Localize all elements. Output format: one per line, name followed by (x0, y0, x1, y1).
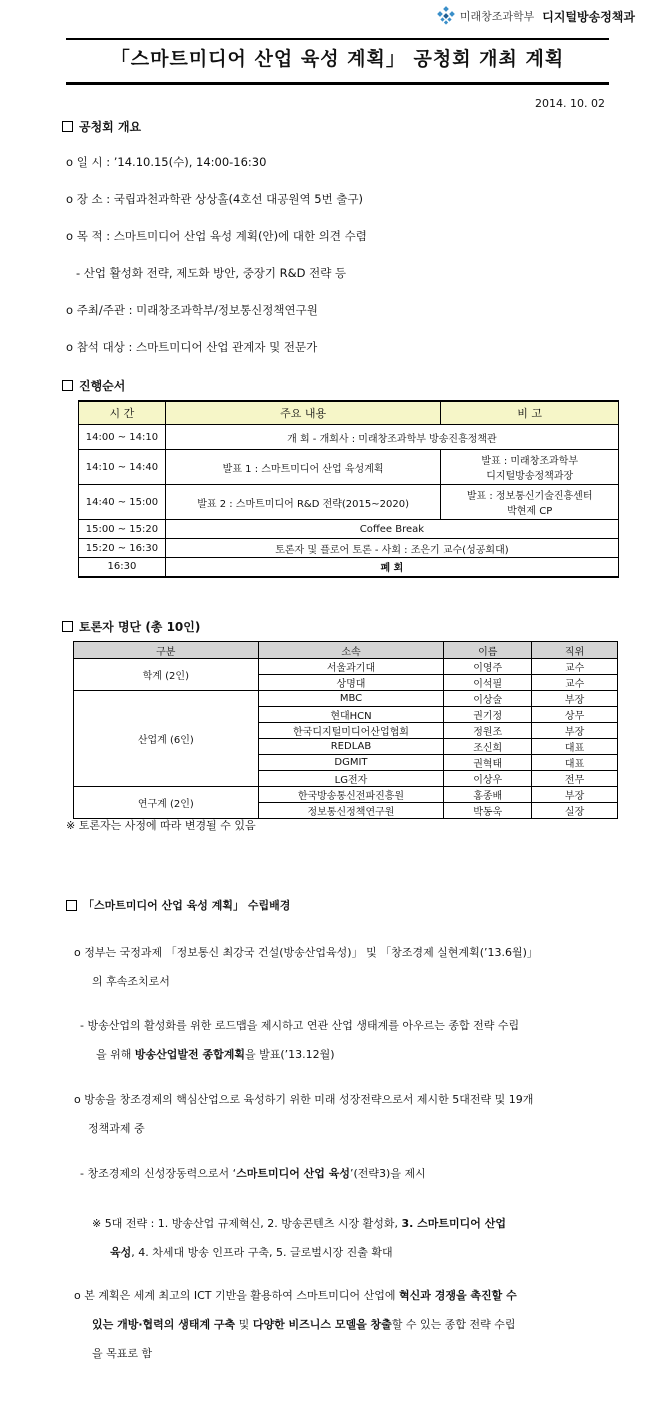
paragraph-line (92, 1238, 612, 1267)
affiliation-cell: DGMIT (258, 755, 444, 771)
background-paragraph-6 (74, 1281, 614, 1368)
position-cell: 실장 (532, 803, 618, 819)
table-header: 시 간 (79, 401, 166, 425)
section-overview-heading (62, 118, 141, 135)
text-run-bold: 방송산업발전 종합계획 (134, 1048, 245, 1061)
table-row (79, 485, 619, 520)
name-cell: 조신희 (444, 739, 532, 755)
paragraph-line: 을 목표로 함 (92, 1347, 153, 1360)
position-cell: 부장 (532, 691, 618, 707)
group-cell: 학계 (2인) (74, 659, 259, 691)
text-run-bold: 있는 개방·협력의 생태계 구축 (92, 1318, 236, 1331)
content-cell: Coffee Break (165, 520, 618, 539)
position-cell: 교수 (532, 659, 618, 675)
paragraph-line (74, 1310, 614, 1339)
ministry-logo-icon (436, 6, 456, 26)
note-cell (441, 450, 619, 485)
affiliation-cell: 상명대 (258, 675, 444, 691)
note-line: 발표 : 미래창조과학부 (481, 456, 579, 467)
name-cell: 이석필 (444, 675, 532, 691)
text-run: ※ 5대 전략 : 1. 방송산업 규제혁신, 2. 방송콘텐츠 시장 활성화, (92, 1217, 402, 1230)
paragraph-line (80, 1159, 620, 1188)
background-paragraph-2 (80, 1011, 614, 1069)
paragraph-line (92, 1209, 612, 1238)
note-cell (441, 485, 619, 520)
background-paragraph-1 (74, 938, 614, 996)
position-cell: 부장 (532, 787, 618, 803)
text-run: 을 위해 (96, 1048, 135, 1061)
overview-subitem: - 산업 활성화 전략, 제도화 방안, 중장기 R&D 전략 등 (76, 266, 347, 280)
ministry-name: 미래창조과학부 (459, 10, 535, 23)
time-cell: 14:40 ~ 15:00 (79, 485, 166, 520)
text-run: 할 수 있는 종합 전략 수립 (391, 1318, 516, 1331)
paragraph-line (80, 1040, 614, 1069)
paragraph-line: o 방송을 창조경제의 핵심산업으로 육성하기 위한 미래 성장전략으로서 제시한 5대전략 및 19개 (74, 1093, 534, 1106)
table-row (74, 691, 618, 707)
affiliation-cell: MBC (258, 691, 444, 707)
text-run: 을 발표(’13.12월) (244, 1048, 335, 1061)
name-cell: 박동욱 (444, 803, 532, 819)
overview-item: o 일 시 : ’14.10.15(수), 14:00-16:30 (66, 155, 267, 169)
group-cell: 산업계 (6인) (74, 691, 259, 787)
background-paragraph-3 (74, 1085, 614, 1143)
title-rule-bottom (66, 82, 609, 85)
background-paragraph-5 (92, 1209, 612, 1267)
time-cell: 16:30 (79, 558, 166, 577)
affiliation-cell: 한국방송통신전파진흥원 (258, 787, 444, 803)
name-cell: 권기정 (444, 707, 532, 723)
affiliation-cell: LG전자 (258, 771, 444, 787)
paragraph-line: o 정부는 국정과제 「정보통신 최강국 건설(방송산업육성)」 및 「창조경제 실현계획(’13.6월)」 (74, 946, 538, 959)
table-row (79, 520, 619, 539)
table-row (74, 659, 618, 675)
name-cell: 이상술 (444, 691, 532, 707)
table-row (79, 539, 619, 558)
text-run: o 본 계획은 세계 최고의 ICT 기반을 활용하여 스마트미디어 산업에 (74, 1289, 399, 1302)
affiliation-cell: 서울과기대 (258, 659, 444, 675)
section-panel-heading (62, 618, 200, 635)
panel-note: ※ 토론자는 사정에 따라 변경될 수 있음 (66, 819, 256, 832)
overview-item: o 목 적 : 스마트미디어 산업 육성 계획(안)에 대한 의견 수렴 (66, 229, 367, 243)
overview-item: o 참석 대상 : 스마트미디어 산업 관계자 및 전문가 (66, 340, 318, 354)
overview-item: o 주최/주관 : 미래창조과학부/정보통신정책연구원 (66, 303, 318, 317)
note-line: 발표 : 정보통신기술진흥센터 (466, 491, 593, 502)
position-cell: 상무 (532, 707, 618, 723)
section-schedule-heading (62, 377, 125, 394)
time-cell: 15:20 ~ 16:30 (79, 539, 166, 558)
header-logo (436, 6, 635, 26)
affiliation-cell: 정보통신정책연구원 (258, 803, 444, 819)
content-cell: 발표 2 : 스마트미디어 R&D 전략(2015~2020) (165, 485, 441, 520)
section-title: 토론자 명단 (총 10인) (79, 620, 201, 634)
checkbox-square-icon (62, 121, 73, 132)
document-date: 2014. 10. 02 (535, 97, 605, 110)
table-header: 소속 (258, 642, 444, 659)
text-run-bold: 다양한 비즈니스 모델을 창출 (252, 1318, 392, 1331)
page-title: 「스마트미디어 산업 육성 계획」 공청회 개최 계획 (110, 48, 565, 70)
text-run: , 4. 차세대 방송 인프라 구축, 5. 글로벌시장 진출 확대 (131, 1246, 393, 1259)
name-cell: 권혁태 (444, 755, 532, 771)
position-cell: 부장 (532, 723, 618, 739)
position-cell: 교수 (532, 675, 618, 691)
position-cell: 전무 (532, 771, 618, 787)
paragraph-line: 의 후속조치로서 (92, 975, 170, 988)
text-run: - 창조경제의 신성장동력으로서 ‘ (80, 1167, 237, 1180)
background-paragraph-4 (80, 1159, 620, 1188)
note-line: 박현제 CP (507, 506, 553, 517)
time-cell: 14:00 ~ 14:10 (79, 425, 166, 450)
paragraph-line (74, 1281, 614, 1310)
overview-item: o 장 소 : 국립과천과학관 상상홀(4호선 대공원역 5번 출구) (66, 192, 364, 206)
paragraph-line: - 방송산업의 활성화를 위한 로드맵을 제시하고 연관 산업 생태계를 아우르는 종합 전략 수립 (80, 1019, 520, 1032)
checkbox-square-icon (62, 380, 73, 391)
group-cell: 연구계 (2인) (74, 787, 259, 819)
table-row (79, 558, 619, 577)
table-header: 구분 (74, 642, 259, 659)
text-run-bold: 스마트미디어 산업 육성 (236, 1167, 351, 1180)
section-title: 공청회 개요 (79, 120, 142, 134)
table-header: 주요 내용 (165, 401, 441, 425)
checkbox-square-icon (62, 621, 73, 632)
affiliation-cell: 현대HCN (258, 707, 444, 723)
section-title: 진행순서 (79, 379, 126, 393)
time-cell: 14:10 ~ 14:40 (79, 450, 166, 485)
schedule-table (78, 400, 619, 578)
name-cell: 홍종배 (444, 787, 532, 803)
affiliation-cell: 한국디지털미디어산업협회 (258, 723, 444, 739)
content-cell: 발표 1 : 스마트미디어 산업 육성계획 (165, 450, 441, 485)
time-cell: 15:00 ~ 15:20 (79, 520, 166, 539)
text-run-bold: 혁신과 경쟁을 촉진할 수 (399, 1289, 517, 1302)
department-name: 디지털방송정책과 (542, 9, 635, 24)
table-header: 비 고 (441, 401, 619, 425)
content-cell: 개 회 - 개회사 : 미래창조과학부 방송진흥정책관 (165, 425, 618, 450)
position-cell: 대표 (532, 739, 618, 755)
section-title: 「스마트미디어 산업 육성 계획」 수립배경 (83, 899, 291, 912)
section-background-heading (66, 897, 290, 913)
title-rule-top (66, 38, 609, 40)
checkbox-square-icon (66, 900, 77, 911)
name-cell: 이영주 (444, 659, 532, 675)
table-row (79, 425, 619, 450)
content-cell: 토론자 및 플로어 토론 - 사회 : 조은기 교수(성공회대) (165, 539, 618, 558)
paragraph-line: 정책과제 중 (88, 1122, 145, 1135)
panelist-table (73, 641, 618, 819)
text-run-bold: 3. 스마트미디어 산업 (401, 1217, 507, 1230)
table-header: 이름 (444, 642, 532, 659)
name-cell: 이상우 (444, 771, 532, 787)
text-run: 및 (235, 1318, 253, 1331)
content-cell: 폐 회 (165, 558, 618, 577)
text-run: ’(전략3)을 제시 (350, 1167, 426, 1180)
table-row (79, 450, 619, 485)
position-cell: 대표 (532, 755, 618, 771)
table-header: 직위 (532, 642, 618, 659)
text-run-bold: 육성 (110, 1246, 132, 1259)
note-line: 디지털방송정책과장 (486, 471, 574, 482)
affiliation-cell: REDLAB (258, 739, 444, 755)
table-row (74, 787, 618, 803)
name-cell: 정원조 (444, 723, 532, 739)
